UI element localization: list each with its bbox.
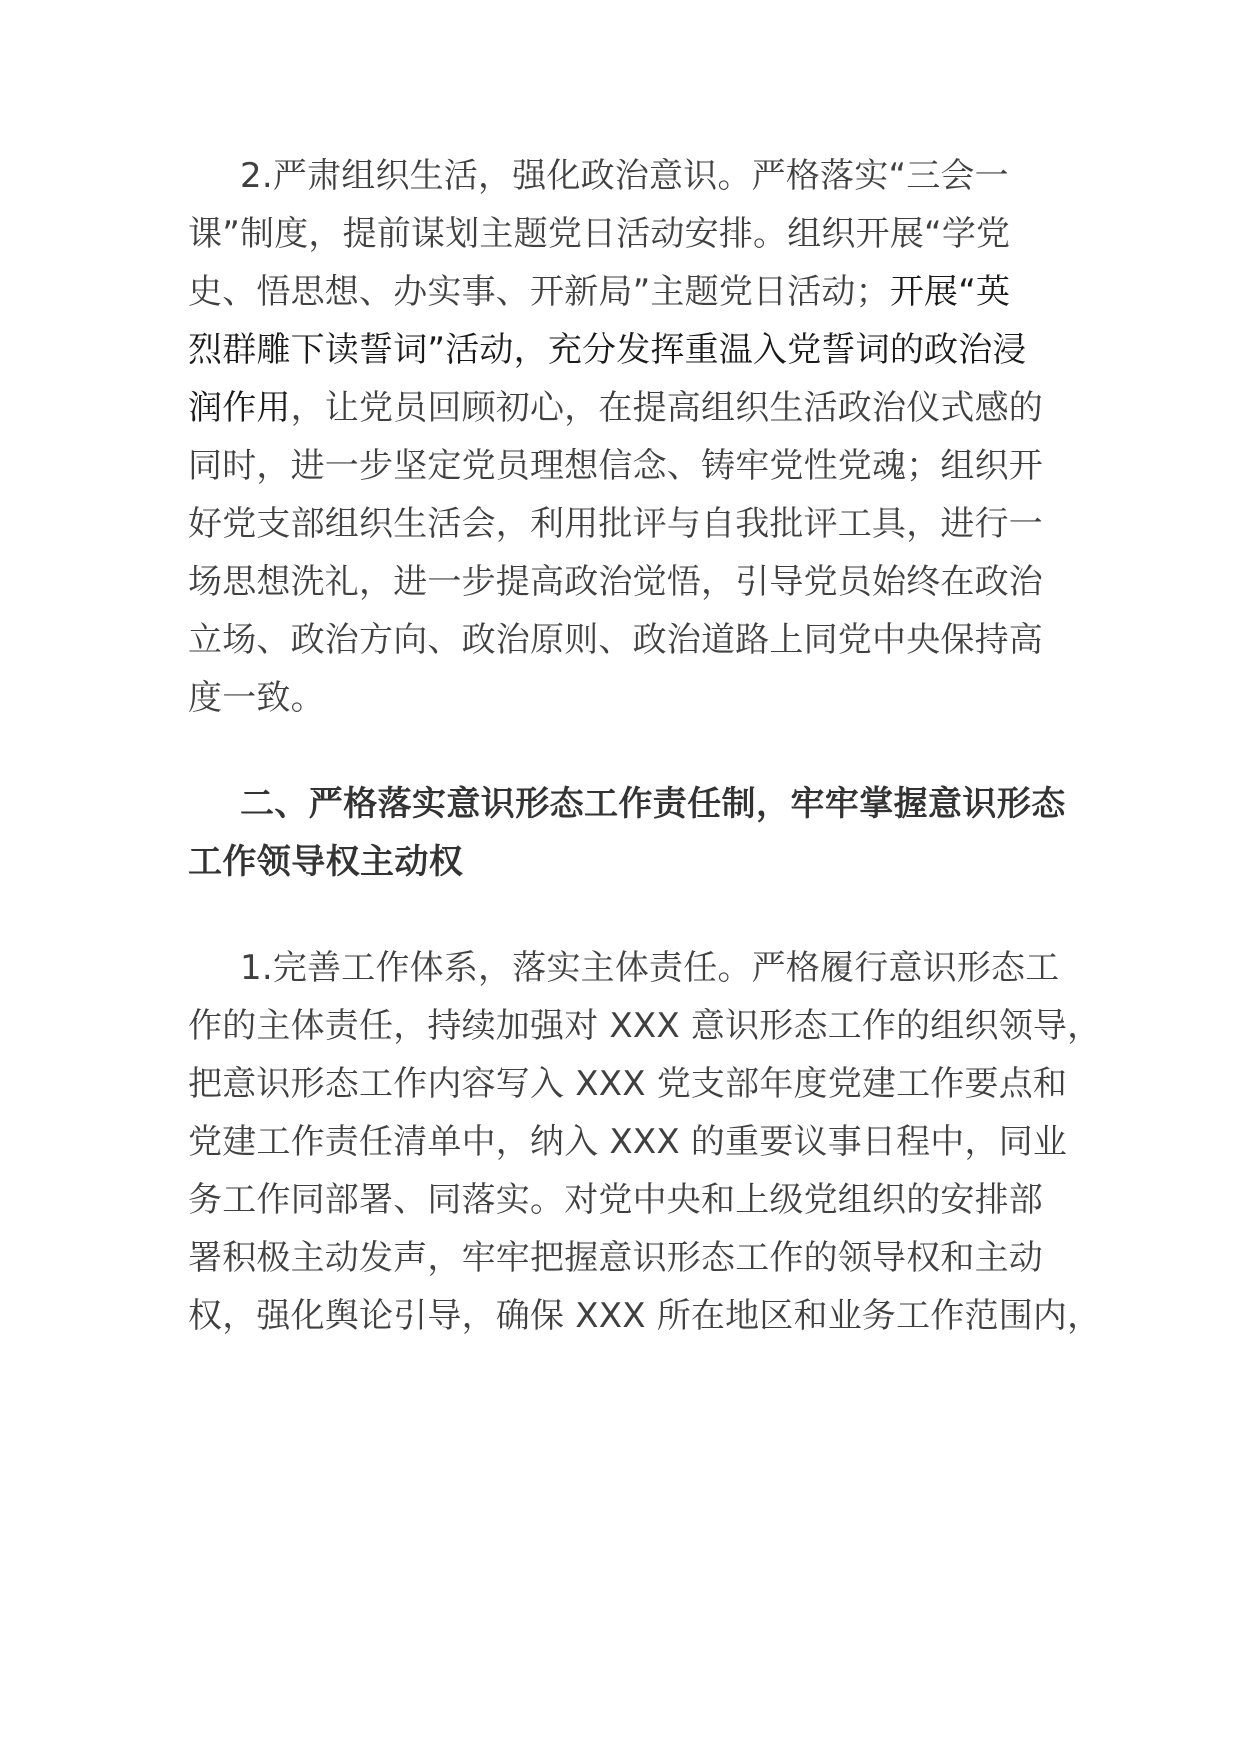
section-heading-line-2: 工作领导权主动权: [188, 842, 464, 882]
paragraph-1-line-5-text: ，让党员回顾初心，在提高组织生活政治仪式感的: [290, 388, 1044, 428]
paragraph-2-line-6: 署积极主动发声，牢牢把握意识形态工作的领导权和主动: [188, 1238, 1043, 1278]
paragraph-1-line-3-text: 史、悟思想、办实事、开新局”主题党日活动；: [188, 272, 890, 312]
paragraph-1-line-4: 烈群雕下读誓词”活动，充分发挥重温入党誓词的政治浸: [188, 330, 1027, 370]
paragraph-2-line-2: 作的主体责任，持续加强对 XXX 意识形态工作的组织领导，: [188, 1006, 1102, 1046]
paragraph-2-line-7: 权，强化舆论引导，确保 XXX 所在地区和业务工作范围内，: [188, 1296, 1102, 1336]
paragraph-1-line-7: 好党支部组织生活会，利用批评与自我批评工具，进行一: [188, 504, 1043, 544]
section-heading-line-1: 二、严格落实意识形态工作责任制，牢牢掌握意识形态: [240, 784, 1066, 824]
paragraph-1-line-1: 2.严肃组织生活，强化政治意识。严格落实“三会一: [240, 156, 1009, 196]
paragraph-1-line-2: 课”制度，提前谋划主题党日活动安排。组织开展“学党: [188, 214, 1011, 254]
paragraph-1-line-3-highlight: 开展“英: [889, 272, 1011, 312]
paragraph-1-line-5-highlight: 润作用: [188, 388, 291, 428]
paragraph-1-line-6: 同时，进一步坚定党员理想信念、铸牢党性党魂；组织开: [188, 446, 1043, 486]
paragraph-2-line-3: 把意识形态工作内容写入 XXX 党支部年度党建工作要点和: [188, 1064, 1068, 1104]
paragraph-1-line-5: [188, 388, 1043, 428]
paragraph-1-line-3: [188, 272, 1010, 312]
paragraph-1-line-8: 场思想洗礼，进一步提高政治觉悟，引导党员始终在政治: [188, 562, 1043, 602]
paragraph-2-line-1: 1.完善工作体系，落实主体责任。严格履行意识形态工: [240, 948, 1060, 988]
paragraph-1-line-10: 度一致。: [188, 678, 325, 718]
paragraph-1-line-9: 立场、政治方向、政治原则、政治道路上同党中央保持高: [188, 620, 1043, 660]
paragraph-2-line-5: 务工作同部署、同落实。对党中央和上级党组织的安排部: [188, 1180, 1043, 1220]
paragraph-2-line-4: 党建工作责任清单中，纳入 XXX 的重要议事日程中，同业: [188, 1122, 1068, 1162]
